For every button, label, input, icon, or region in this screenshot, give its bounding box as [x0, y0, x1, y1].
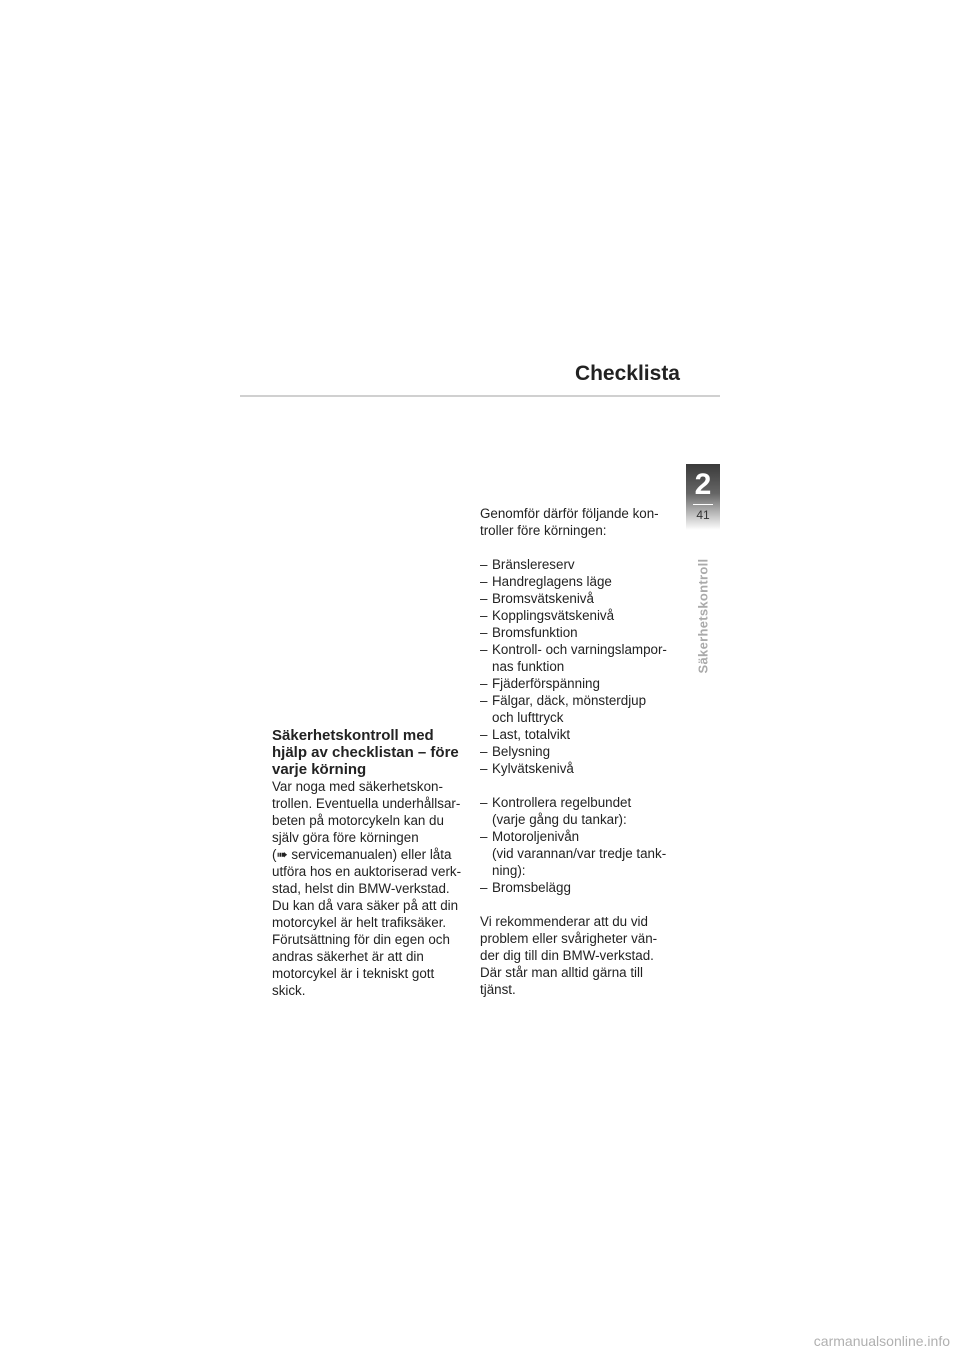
right-column: [480, 505, 690, 998]
list-item: – Bromsbelägg: [480, 879, 690, 896]
list-item: – Motoroljenivån (vid varannan/var tredje tank- ning):: [480, 828, 690, 879]
intro-text: Genomför därför följande kon- troller före körningen:: [480, 506, 659, 538]
regular-checks: [480, 794, 690, 896]
page-title: Checklista: [574, 362, 680, 385]
page-number: 41: [696, 508, 710, 522]
list-item: – Last, totalvikt: [480, 726, 690, 743]
list-item: – Kontrollera regelbundet (varje gång du tankar):: [480, 794, 690, 828]
section-heading: Säkerhetskontroll med hjälp av checklistan – före varje körning: [272, 727, 459, 778]
list-item: – Handreglagens läge: [480, 573, 690, 590]
list-item: – Kopplingsvätskenivå: [480, 607, 690, 624]
closing-text: Vi rekommenderar att du vid problem eller svårigheter vän- der dig till din BMW-verkstad. Där står man alltid gärna till tjänst.: [480, 914, 658, 997]
watermark: carmanualsonline.info: [813, 1333, 950, 1349]
section-body: Var noga med säkerhetskon- trollen. Eventuella underhållsar- beten på motorcykeln kan du själv göra före körningen (➠ servicemanualen) eller låta utföra hos en auktoriserad verk- stad, helst din BMW-verkstad. Du kan då vara säker på att din motorcykel är helt trafiksäker. Förutsättning för din egen och andras säkerhet är att din motorcykel är i tekniskt gott skick.: [272, 779, 462, 998]
chapter-divider: [693, 504, 713, 505]
list-item: – Kylvätskenivå: [480, 760, 690, 777]
header-rule: [240, 395, 720, 397]
list-item: – Bromsvätskenivå: [480, 590, 690, 607]
list-item: – Belysning: [480, 743, 690, 760]
chapter-tab: [686, 464, 720, 530]
left-column: [272, 727, 472, 999]
list-item: – Bränslereserv: [480, 556, 690, 573]
list-item: – Bromsfunktion: [480, 624, 690, 641]
chapter-side-label-text: Säkerhetskontroll: [695, 558, 711, 674]
chapter-number: 2: [694, 468, 712, 501]
list-item: – Fjäderförspänning: [480, 675, 690, 692]
checklist: [480, 556, 690, 777]
list-item: – Fälgar, däck, mönsterdjup och lufttryck: [480, 692, 690, 726]
list-item: – Kontroll- och varningslampor- nas funktion: [480, 641, 690, 675]
